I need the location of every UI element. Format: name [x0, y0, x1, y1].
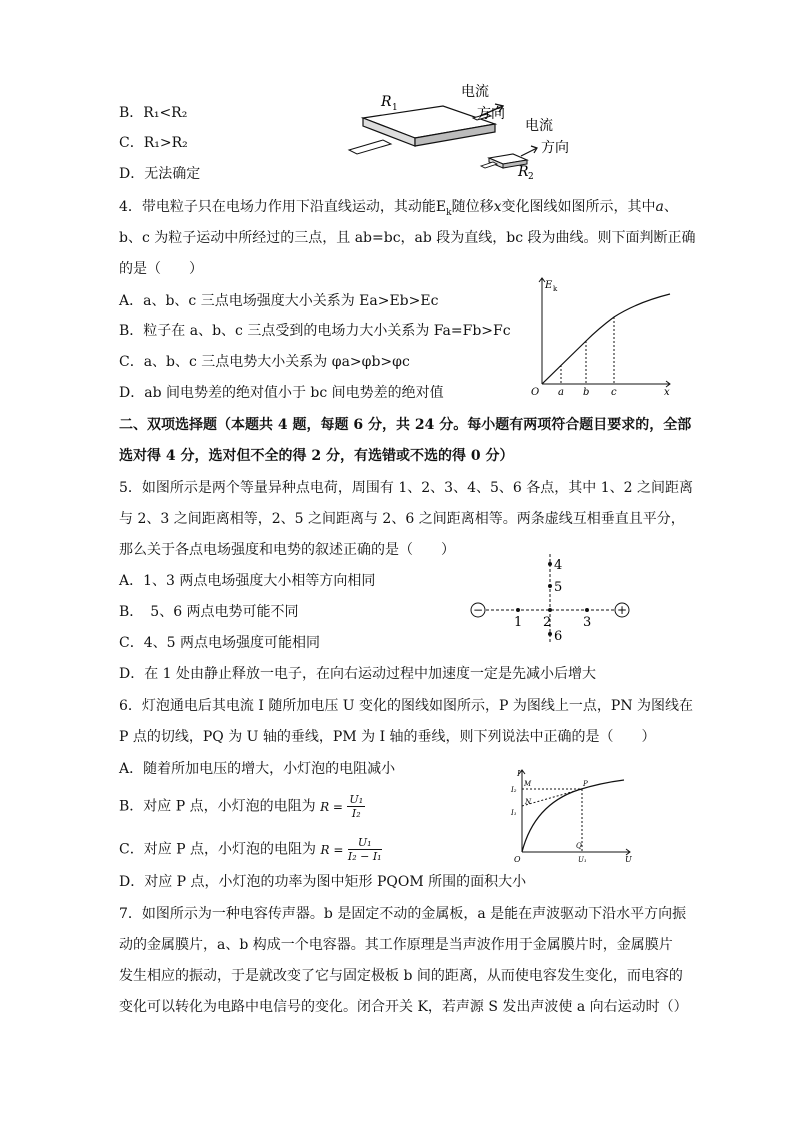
q6-option-d: D．对应 P 点，小灯泡的功率为图中矩形 PQOM 所围的面积大小	[119, 874, 527, 890]
q7-stem-line-4: 变化可以转化为电路中电信号的变化。闭合开关 K，若声源 S 发出声波使 a 向右运动时（）	[119, 999, 688, 1015]
ek-x-graph	[528, 274, 678, 398]
q7-stem-line-1: 7．如图所示为一种电容传声器。b 是固定不动的金属板，a 是能在声波驱动下沿水平方向振	[119, 906, 687, 922]
q6-formula-b: R =	[320, 799, 343, 814]
current-label-2: 电流	[525, 118, 553, 134]
q6-stem-line-1: 6．灯泡通电后其电流 I 随所加电压 U 变化的图线如图所示，P 为图线上一点，PN 为图线在	[119, 698, 694, 714]
q6-fraction-c: $\frac{\text{U₁}}{\text{I₂ − I₁}}$	[347, 836, 382, 863]
point-2: 2	[543, 615, 552, 630]
r2-sub: 2	[528, 172, 534, 180]
q3-option-c: C．R₁>R₂	[119, 135, 188, 151]
q6-option-b: B．对应 P 点，小灯泡的电阻为 R = $\frac{\text{U₁}}{\text{I₂}}$	[119, 793, 364, 820]
q5-option-b: B． 5、6 两点电势可能不同	[119, 604, 299, 620]
iu-m-label: M	[524, 780, 532, 788]
q6-stem-line-2: P 点的切线，PQ 为 U 轴的垂线，PM 为 I 轴的垂线，则下列说法中正确的是（ ）	[119, 729, 656, 745]
positive-charge: +	[616, 603, 628, 617]
point-5: 5	[554, 580, 563, 595]
iu-graph	[508, 766, 638, 866]
q4-option-a: A．a、b、c 三点电场强度大小关系为 Ea>Eb>Ec	[119, 293, 439, 309]
ek-tick-b: b	[583, 387, 590, 398]
q7-stem-line-3: 发生相应的振动，于是就改变了它与固定极板 b 间的距离，从而使电容发生变化，而电容的	[119, 968, 683, 984]
iu-i2-label: I₂	[511, 786, 517, 794]
ek-tick-c: c	[611, 387, 617, 398]
iu-p-label: P	[583, 780, 588, 788]
point-3: 3	[583, 615, 592, 630]
negative-charge: −	[472, 603, 484, 617]
q3-option-b: B．R₁<R₂	[119, 105, 188, 121]
q5-stem-line-3: 那么关于各点电场强度和电势的叙述正确的是（ ）	[119, 542, 455, 558]
ek-origin: O	[531, 387, 540, 398]
iu-u1-label: U₁	[578, 856, 587, 864]
iu-n-label: N	[525, 798, 532, 806]
point-4: 4	[554, 558, 563, 573]
direction-label-1: 方向	[477, 106, 505, 122]
r2-label: R	[518, 164, 529, 180]
q3-option-d: D．无法确定	[119, 166, 201, 182]
q6-option-a: A．随着所加电压的增大，小灯泡的电阻减小	[119, 761, 396, 777]
q5-stem-line-1: 5．如图所示是两个等量异种点电荷，周围有 1、2、3、4、5、6 各点，其中 1、2 之间距离	[119, 480, 693, 496]
point-6: 6	[554, 629, 563, 644]
iu-i1-label: I₁	[511, 809, 517, 817]
q4-stem-line-3: 的是（ ）	[119, 261, 203, 277]
q4-option-d: D．ab 间电势差的绝对值小于 bc 间电势差的绝对值	[119, 385, 444, 401]
ek-y-sub: k	[553, 285, 558, 293]
q5-stem-line-2: 与 2、3 之间距离相等，2、5 之间距离与 2、6 之间距离相等。两条虚线互相垂直且平分，	[119, 511, 685, 527]
direction-label-2: 方向	[541, 140, 569, 156]
resistor-figure	[345, 78, 585, 180]
r1-sub: 1	[392, 103, 398, 113]
q4-option-c: C．a、b、c 三点电势大小关系为 φa>φb>φc	[119, 354, 410, 370]
q6-option-c: C．对应 P 点，小灯泡的电阻为 R = $\frac{\text{U₁}}{\text{I₂ − I₁}}$	[119, 836, 382, 863]
q5-option-a: A．1、3 两点电场强度大小相等方向相同	[119, 573, 376, 589]
ek-y-label: E	[545, 280, 553, 291]
q6-formula-c: R =	[320, 842, 344, 857]
q7-stem-line-2: 动的金属膜片，a、b 构成一个电容器。其工作原理是当声波作用于金属膜片时，金属膜片	[119, 937, 673, 953]
q6-fraction-b: $\frac{\text{U₁}}{\text{I₂}}$	[349, 793, 364, 820]
current-label-1: 电流	[461, 84, 489, 100]
iu-q-label: Q	[576, 842, 582, 850]
q4-stem-line-2: b、c 为粒子运动中所经过的三点，且 ab=bc，ab 段为直线，bc 段为曲线。则下面判断正确	[119, 230, 696, 246]
section2-heading-line-1: 二、双项选择题（本题共 4 题，每题 6 分，共 24 分。每小题有两项符合题目要求的，全部	[119, 417, 692, 433]
point-1: 1	[514, 615, 523, 630]
q5-option-c: C．4、5 两点电场强度可能相同	[119, 635, 320, 651]
q4-stem-line-1: 4．带电粒子只在电场力作用下沿直线运动，其动能$E_k$随位移x变化图线如图所示，其中a、	[119, 199, 678, 218]
q4-option-b: B．粒子在 a、b、c 三点受到的电场力大小关系为 Fa=Fb>Fc	[119, 323, 511, 339]
iu-y-label: I	[517, 769, 521, 778]
r1-label: R	[381, 94, 392, 110]
iu-x-label: U	[625, 855, 632, 864]
iu-origin: O	[514, 855, 521, 864]
charges-figure	[466, 548, 636, 648]
q5-option-d: D．在 1 处由静止释放一电子，在向右运动过程中加速度一定是先减小后增大	[119, 666, 597, 682]
ek-x-label: x	[664, 387, 670, 398]
section2-heading-line-2: 选对得 4 分，选对但不全的得 2 分，有选错或不选的得 0 分）	[119, 448, 514, 464]
ek-tick-a: a	[558, 387, 564, 398]
